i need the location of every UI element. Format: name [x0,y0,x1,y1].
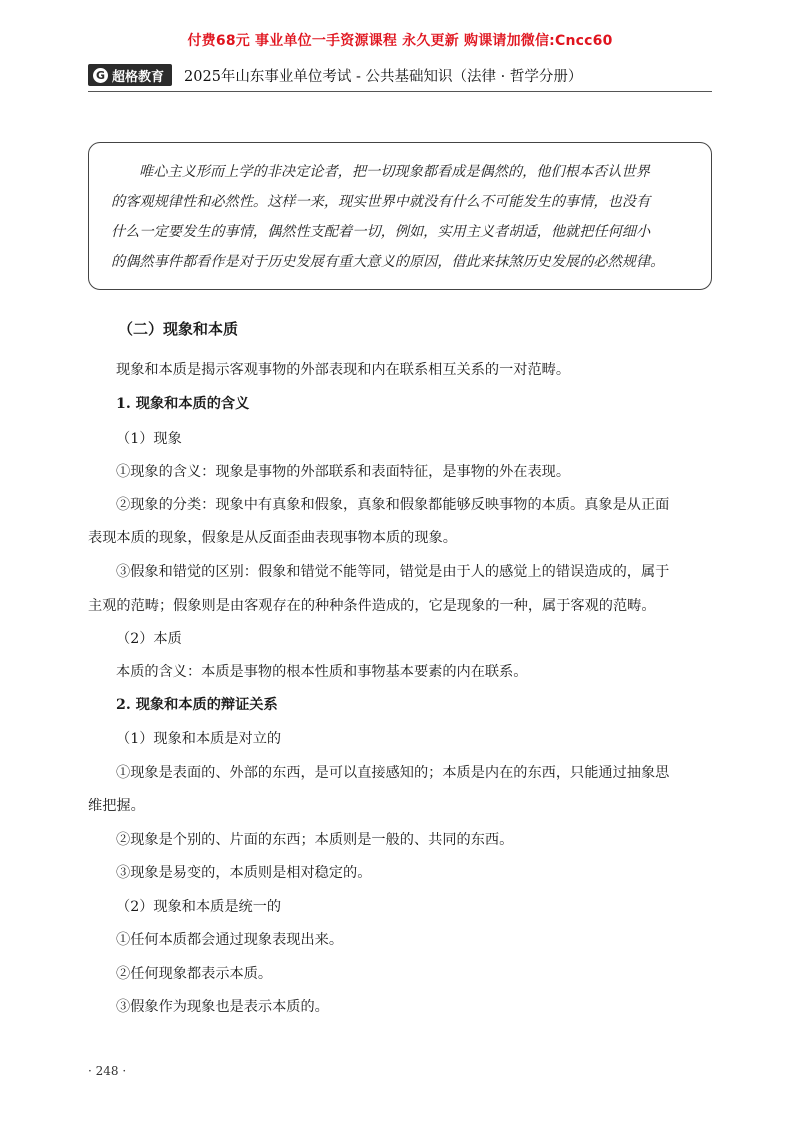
promo-banner: 付费68元 事业单位一手资源课程 永久更新 购课请加微信:Cncc60 [187,33,613,49]
quote-line: 什么一定要发生的事情，偶然性支配着一切，例如，实用主义者胡适，他就把任何细小 [111,224,651,240]
logo-g-icon: G [93,68,108,83]
quote-box [88,142,712,290]
subheading: 2. 现象和本质的辩证关系 [116,697,278,713]
paragraph: ②现象是个别的、片面的东西；本质则是一般的、共同的东西。 [116,832,514,848]
subheading: （2）本质 [116,631,182,647]
paragraph: ②任何现象都表示本质。 [116,966,273,982]
paragraph: ①任何本质都会通过现象表现出来。 [116,932,344,948]
publisher-logo [88,64,172,86]
paragraph: 本质的含义：本质是事物的根本性质和事物基本要素的内在联系。 [116,664,528,680]
section-heading: （二）现象和本质 [118,320,239,338]
paragraph: ①现象的含义：现象是事物的外部联系和表面特征，是事物的外在表现。 [116,464,571,480]
page-header [88,62,712,88]
paragraph: ③现象是易变的，本质则是相对稳定的。 [116,865,372,881]
paragraph: 主观的范畴；假象则是由客观存在的种种条件造成的，它是现象的一种，属于客观的范畴。 [88,598,656,614]
paragraph: ②现象的分类：现象中有真象和假象，真象和假象都能够反映事物的本质。真象是从正面 [116,497,670,513]
paragraph: ③假象和错觉的区别：假象和错觉不能等同，错觉是由于人的感觉上的错误造成的，属于 [116,564,670,580]
paragraph: 维把握。 [88,798,145,814]
page-number: · 248 · [88,1064,127,1078]
logo-text: 超格教育 [112,69,165,85]
subheading: （1）现象 [116,431,182,447]
header-divider [88,91,712,92]
paragraph: 现象和本质是揭示客观事物的外部表现和内在联系相互关系的一对范畴。 [116,362,571,378]
book-title: 2025年山东事业单位考试 - 公共基础知识（法律 · 哲学分册） [184,68,583,85]
subheading: （2）现象和本质是统一的 [116,899,282,915]
subheading: 1. 现象和本质的含义 [116,396,250,412]
quote-line: 的客观规律性和必然性。这样一来，现实世界中就没有什么不可能发生的事情，也没有 [111,194,651,210]
paragraph: ③假象作为现象也是表示本质的。 [116,999,329,1015]
subheading: （1）现象和本质是对立的 [116,731,282,747]
paragraph: 表现本质的现象，假象是从反面歪曲表现事物本质的现象。 [88,530,457,546]
quote-line: 的偶然事件都看作是对于历史发展有重大意义的原因，借此来抹煞历史发展的必然规律。 [111,254,665,270]
paragraph: ①现象是表面的、外部的东西，是可以直接感知的；本质是内在的东西，只能通过抽象思 [116,765,670,781]
quote-line: 唯心主义形而上学的非决定论者，把一切现象都看成是偶然的，他们根本否认世界 [139,164,650,180]
